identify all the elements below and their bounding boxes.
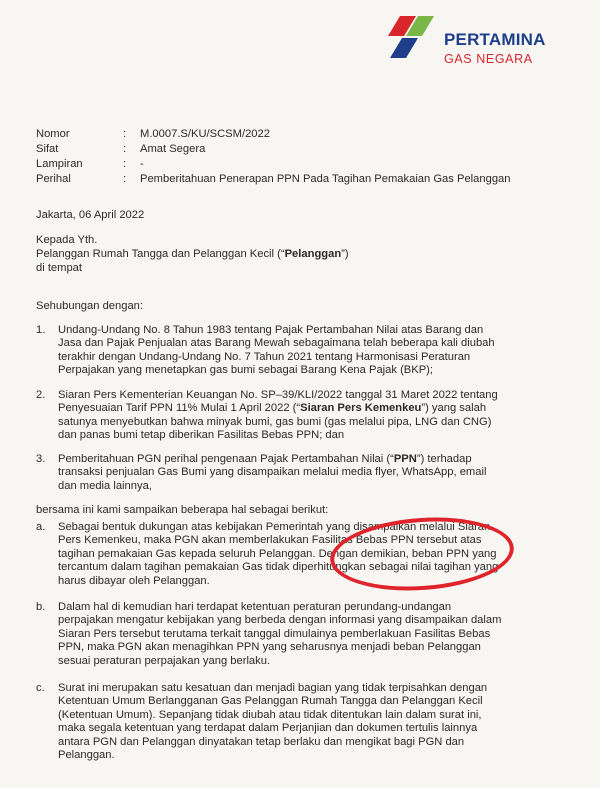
colon: : bbox=[123, 173, 127, 185]
addressee-recipient: Pelanggan Rumah Tangga dan Pelanggan Kecil (“Pelanggan”) bbox=[36, 248, 349, 260]
brand-subname: GAS NEGARA bbox=[444, 52, 533, 66]
point-number: 1. bbox=[36, 324, 46, 336]
item-a-text: Sebagai bentuk dukungan atas kebijakan Pemerintah yang disampaikan melalui Siaran Pers Kemenkeu, maka PGN akan memberlakukan Fasilitas Bebas PPN tersebut atas tagihan pemakaian Gas kepada seluruh Pelanggan. Dengan demikian, beban PPN yang tercantum dalam tagihan pemakaian Gas tidak diperhitungkan sebagai nilai tagihan yang harus dibayar oleh Pelanggan. bbox=[58, 521, 499, 587]
point-3-text: Pemberitahuan PGN perihal pengenaan Pajak Pertambahan Nilai (“PPN”) terhadap transaksi penjualan Gas Bumi yang disampaikan melalui media flyer, WhatsApp, email dan media lainnya, bbox=[58, 453, 487, 492]
perihal-value: Pemberitahuan Penerapan PPN Pada Tagihan Pemakaian Gas Pelanggan bbox=[140, 173, 511, 185]
sifat-label: Sifat bbox=[36, 143, 59, 155]
addressee-place: di tempat bbox=[36, 262, 83, 274]
addressee-greeting: Kepada Yth. bbox=[36, 234, 98, 246]
item-letter: b. bbox=[36, 601, 46, 613]
perihal-label: Perihal bbox=[36, 173, 71, 185]
lampiran-label: Lampiran bbox=[36, 158, 83, 170]
letter-date: Jakarta, 06 April 2022 bbox=[36, 209, 145, 221]
lampiran-value: - bbox=[140, 158, 144, 170]
colon: : bbox=[123, 143, 127, 155]
item-letter: a. bbox=[36, 521, 46, 533]
pertamina-gas-negara-logo bbox=[382, 10, 592, 70]
item-c-text: Surat ini merupakan satu kesatuan dan menjadi bagian yang tidak terpisahkan dengan Ketentuan Umum Berlangganan Gas Pelanggan Rumah Tangga dan Pelanggan Kecil (Ketentuan Umum). Sepanjang tidak diubah atau tidak ditentukan lain dalam surat ini, maka segala ketentuan yang terdapat dalam Perjanjian dan dokumen tertulis lainnya antara PGN dan Pelanggan dinyatakan tetap berlaku dan mengikat bagi PGN dan Pelanggan. bbox=[58, 682, 488, 762]
item-b-text: Dalam hal di kemudian hari terdapat ketentuan peraturan perundang-undangan perpajakan mengatur kebijakan yang berbeda dengan informasi yang disampaikan dalam Siaran Pers tersebut terutama terkait tanggal dimulainya pemberlakuan Fasilitas Bebas PPN, maka PGN akan menagihkan PPN yang seharusnya menjadi beban Pelanggan sesuai peraturan perpajakan yang berlaku. bbox=[58, 601, 502, 667]
transition-text: bersama ini kami sampaikan beberapa hal sebagai berikut: bbox=[36, 504, 329, 516]
sifat-value: Amat Segera bbox=[140, 143, 206, 155]
nomor-value: M.0007.S/KU/SCSM/2022 bbox=[140, 128, 270, 140]
point-number: 2. bbox=[36, 389, 46, 401]
pertamina-logo-icon bbox=[382, 14, 438, 60]
intro-text: Sehubungan dengan: bbox=[36, 300, 144, 312]
point-1-text: Undang-Undang No. 8 Tahun 1983 tentang Pajak Pertambahan Nilai atas Barang dan Jasa dan Pajak Penjualan atas Barang Mewah sebagaimana telah beberapa kali diubah terakhir dengan Undang-Undang No. 7 Tahun 2021 tentang Harmonisasi Peraturan Perpajakan yang menetapkan gas bumi sebagai Barang Kena Pajak (BKP); bbox=[58, 324, 495, 377]
brand-name: PERTAMINA bbox=[444, 30, 546, 49]
point-2-text: Siaran Pers Kementerian Keuangan No. SP–39/KLI/2022 tanggal 31 Maret 2022 tentang Penyesuaian Tarif PPN 11% Mulai 1 April 2022 (“Siaran Pers Kemenkeu”) yang salah satunya menyebutkan bahwa minyak bumi, gas bumi (gas melalui pipa, LNG dan CNG) dan panas bumi tetap diberikan Fasilitas Bebas PPN; dan bbox=[58, 389, 498, 442]
nomor-label: Nomor bbox=[36, 128, 70, 140]
point-number: 3. bbox=[36, 453, 46, 465]
colon: : bbox=[123, 158, 127, 170]
item-letter: c. bbox=[36, 682, 45, 694]
colon: : bbox=[123, 128, 127, 140]
